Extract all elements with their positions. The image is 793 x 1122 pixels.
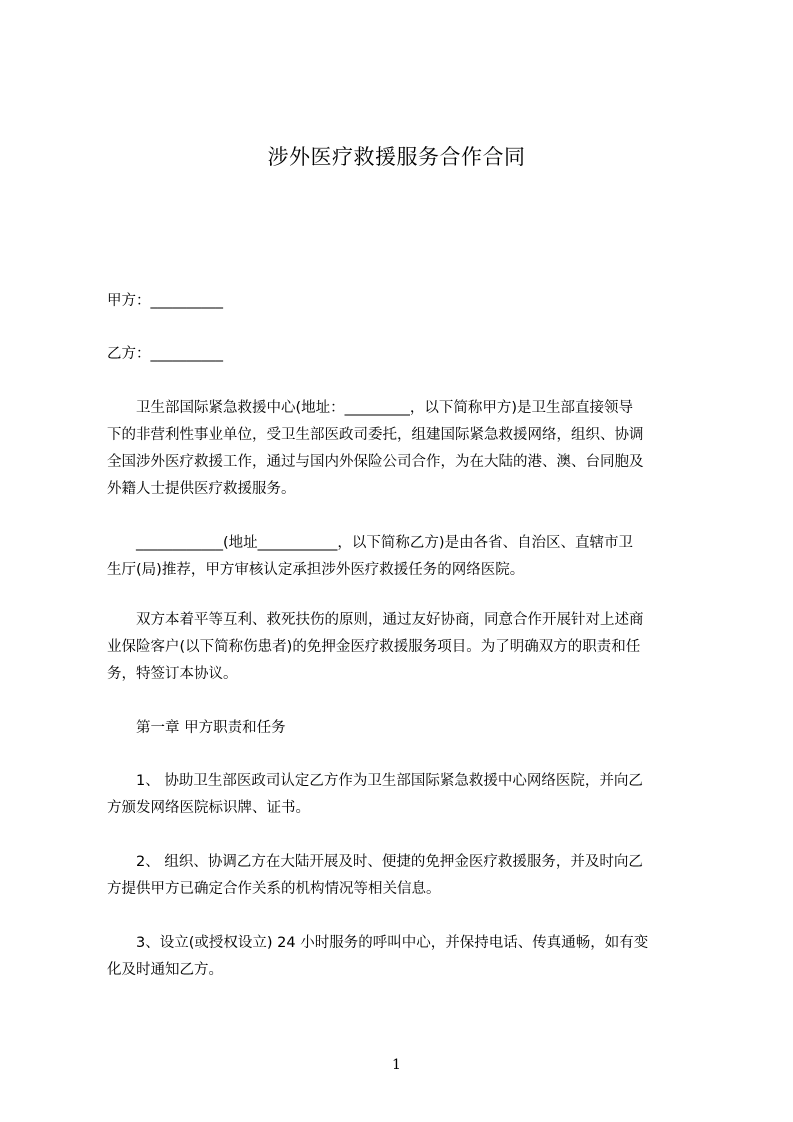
page-number: 1 — [392, 1057, 401, 1073]
para3-line-1: 双方本着平等互利、救死扶伤的原则，通过友好协商，同意合作开展针对上述商 — [107, 612, 644, 628]
para1-line-2: 下的非营利性事业单位，受卫生部医政司委托，组建国际紧急救援网络，组织、协调 — [107, 427, 644, 443]
item1-line-2: 方颁发网络医院标识牌、证书。 — [107, 800, 310, 816]
party-a-line: 甲方：__________ — [107, 293, 223, 309]
para3-line-3: 务，特签订本协议。 — [107, 666, 238, 682]
para2-line-1: ____________(地址___________，以下简称乙方)是由各省、自治区、直辖市卫 — [107, 535, 634, 551]
item2-line-2: 方提供甲方已确定合作关系的机构情况等相关信息。 — [107, 881, 441, 897]
para1-line-3: 全国涉外医疗救援工作，通过与国内外保险公司合作，为在大陆的港、澳、台同胞及 — [107, 454, 644, 470]
para3-line-2: 业保险客户(以下简称伤患者)的免押金医疗救援服务项目。为了明确双方的职责和任 — [107, 639, 641, 655]
para1-line-4: 外籍人士提供医疗救援服务。 — [107, 481, 296, 497]
para2-line-2: 生厅(局)推荐，甲方审核认定承担涉外医疗救援任务的网络医院。 — [107, 562, 525, 578]
document-title: 涉外医疗救援服务合作合同 — [267, 145, 526, 169]
item2-line-1: 2、 组织、协调乙方在大陆开展及时、便捷的免押金医疗救援服务，并及时向乙 — [107, 854, 643, 870]
chapter-heading: 第一章 甲方职责和任务 — [107, 720, 286, 736]
para1-line-1: 卫生部国际紧急救援中心(地址：_________，以下简称甲方)是卫生部直接领导 — [107, 400, 634, 416]
item3-line-2: 化及时通知乙方。 — [107, 962, 223, 978]
item1-line-1: 1、 协助卫生部医政司认定乙方作为卫生部国际紧急救援中心网络医院，并向乙 — [107, 773, 643, 789]
party-b-line: 乙方：__________ — [107, 346, 223, 362]
item3-line-1: 3、设立(或授权设立) 24 小时服务的呼叫中心，并保持电话、传真通畅，如有变 — [107, 935, 649, 951]
